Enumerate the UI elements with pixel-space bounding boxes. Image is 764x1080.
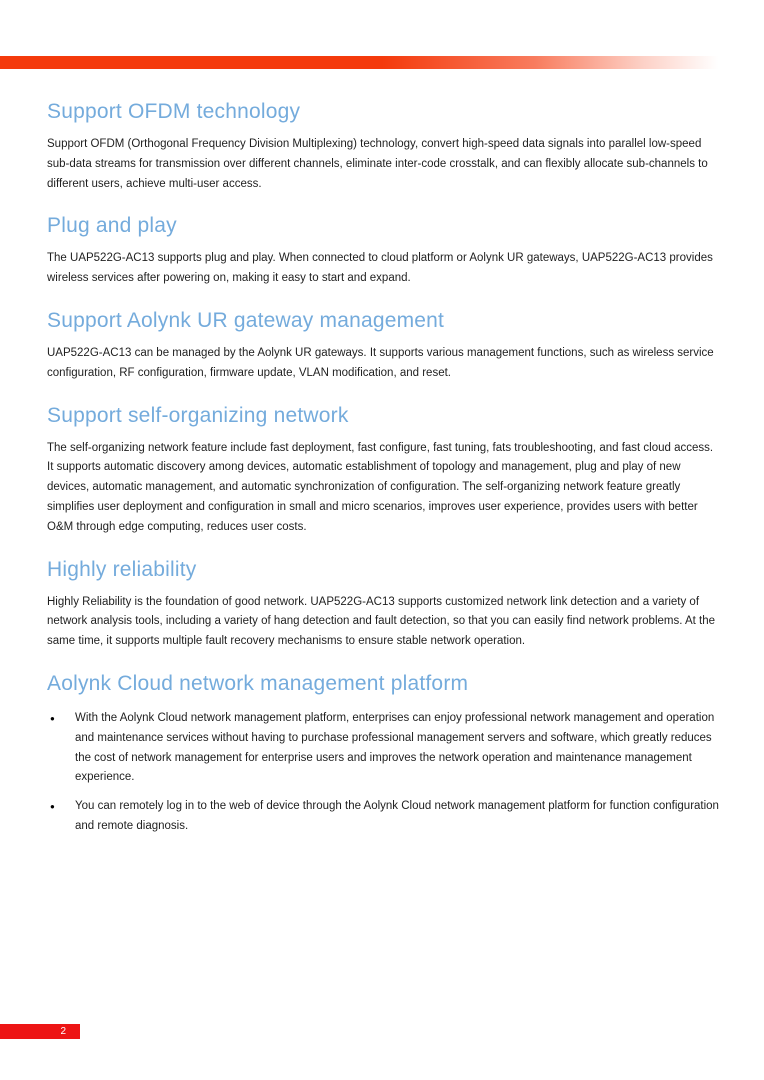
section-heading: Aolynk Cloud network management platform [47,671,469,695]
section-paragraph: Support OFDM (Orthogonal Frequency Division Multiplexing) technology, convert high-speed data signals into parallel low-speed sub-data streams for transmission over different channels, eliminate inter-code crosstalk, and can flexibly allocate sub-channels to different users, achieve multi-user access. [47,138,708,190]
section-paragraph: The self-organizing network feature include fast deployment, fast configure, fast tuning, fats troubleshooting, and fast cloud access. It supports automatic discovery among devices, automatic establishment of topology and management, plug and play of new devices, automatic management, and automatic synchronization of configuration. The self-organizing network feature greatly simplifies user deployment and configuration in small and micro scenarios, improves user experience, provides users with better O&M through edge computing, reduces user costs. [47,441,714,533]
bullet-icon: ● [50,713,55,723]
section-paragraph: The UAP522G-AC13 supports plug and play. When connected to cloud platform or Aolynk UR gateways, UAP522G-AC13 provides wireless services after powering on, making it easy to start and expand. [47,252,713,285]
section-heading: Highly reliability [47,557,197,581]
section-heading: Support Aolynk UR gateway management [47,308,445,332]
section-self-organizing-network [47,402,719,538]
section-heading: Support OFDM technology [47,100,301,123]
page-number-badge [0,1024,80,1039]
section-cloud-platform [47,670,719,837]
bullet-text: You can remotely log in to the web of device through the Aolynk Cloud network management platform for function configuration and remote diagnosis. [75,800,719,832]
section-heading: Support self-organizing network [47,403,349,427]
section-paragraph: UAP522G-AC13 can be managed by the Aolynk UR gateways. It supports various management functions, such as wireless service configuration, RF configuration, firmware update, VLAN modification, and reset. [47,346,714,379]
bullet-text: With the Aolynk Cloud network management platform, enterprises can enjoy professional network management and operation and maintenance services without having to purchase professional management servers and software, which greatly reduces the cost of network management for enterprise users and improves the network operation and maintenance management experience. [75,711,715,784]
bullet-list [47,709,719,837]
page-content [47,96,719,846]
section-paragraph: Highly Reliability is the foundation of good network. UAP522G-AC13 supports customized network link detection and a variety of network analysis tools, including a variety of hang detection and fault detection, so that you can easily find network problems. At the same time, it supports multiple fault recovery mechanisms to ensure stable network operation. [47,595,716,648]
section-ofdm [47,98,719,194]
top-accent-bar [0,56,764,69]
section-highly-reliability [47,556,719,652]
bullet-icon: ● [50,802,55,812]
section-heading: Plug and play [47,214,177,238]
list-item [47,709,719,788]
section-ur-gateway-management [47,307,719,384]
list-item [47,797,719,837]
page-number: 2 [60,1026,66,1037]
section-plug-and-play [47,212,719,289]
